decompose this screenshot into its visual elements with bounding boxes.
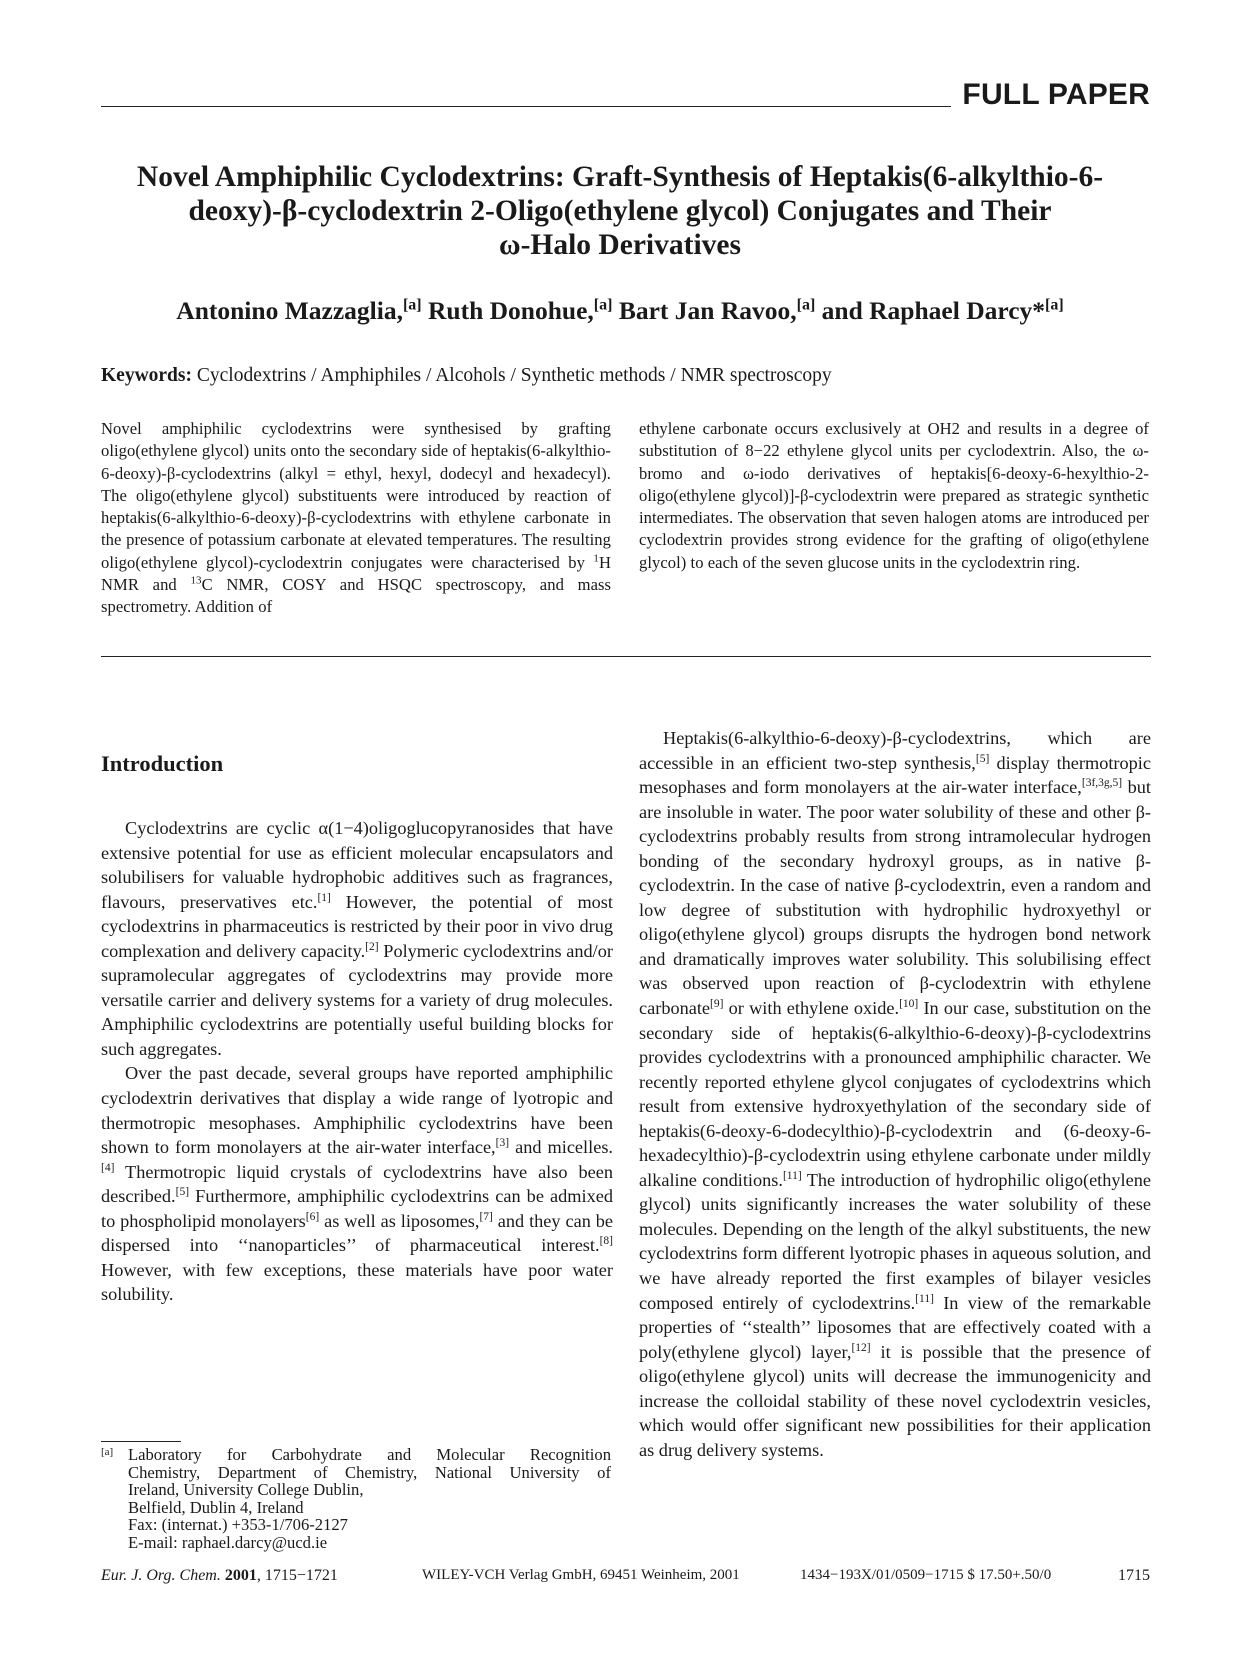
- footnote-rule: [101, 1441, 181, 1442]
- title-line: Novel Amphiphilic Cyclodextrins: Graft-Synthesis of Heptakis(6-alkylthio-6-: [136, 161, 1104, 193]
- citation: [5]: [175, 1186, 190, 1199]
- journal-pages: , 1715−1721: [256, 1567, 338, 1584]
- citation: [10]: [899, 997, 919, 1010]
- abstract-left-column: [101, 418, 611, 619]
- page-number: 1715: [1118, 1567, 1150, 1584]
- citation: [9]: [710, 997, 724, 1010]
- abstract-text: Novel amphiphilic cyclodextrins were synthesised by grafting oligo(ethylene glycol) units onto the secondary side of heptakis(6-alkylthio-6-deoxy)-β-cyclodextrins (alkyl = ethyl, hexyl, dodecyl and hexadecyl). The oligo(ethylene glycol) substituents were introduced by reaction of heptakis(6-alkylthio-6-deoxy)-β-cyclodextrins with ethylene carbonate in the presence of potassium carbonate at elevated temperatures. The resulting oligo(ethylene glycol)-cyclodextrin conjugates were characterised by: [101, 419, 611, 572]
- text: The introduction of hydrophilic oligo(ethylene glycol) units significantly increases the water solubility of these molecules. Depending on the length of the alkyl substituents, the new cyclodextrins form different lyotropic phases in aqueous solution, and we have already reported the first examples of bilayer vesicles composed entirely of cyclodextrins.: [639, 1169, 1151, 1313]
- citation: [5]: [975, 752, 990, 765]
- footnote-line: Laboratory for Carbohydrate and Molecular Recognition: [128, 1445, 611, 1464]
- author-name: Antonino Mazzaglia,: [176, 296, 403, 325]
- paper-title: [100, 160, 1140, 262]
- journal-citation: [101, 1567, 338, 1585]
- citation: [6]: [305, 1210, 320, 1223]
- abstract-rule: [101, 656, 1151, 657]
- text: In our case, substitution on the secondary side of heptakis(6-alkylthio-6-deoxy)-β-cyclodextrins provides cyclodextrins with a pronounced amphiphilic character. We recently reported ethylene glycol conjugates of cyclodextrins which result from extensive hydroxyethylation of the secondary side of heptakis(6-deoxy-6-dodecylthio)-β-cyclodextrin and (6-deoxy-6-hexadecylthio)-β-cyclodextrin using ethylene carbonate under mildly alkaline conditions.: [639, 998, 1151, 1190]
- footnote-line: Belfield, Dublin 4, Ireland: [128, 1497, 304, 1517]
- affiliation-marker: [a]: [796, 296, 816, 314]
- paragraph: [101, 1061, 613, 1306]
- body-left-column: [101, 816, 613, 1307]
- title-line: ω-Halo Derivatives: [499, 229, 741, 261]
- text: it is possible that the presence of oligo(ethylene glycol) units will decrease the immunogenicity and increase the colloidal stability of these novel cyclodextrin vesicles, which would offer significant new possibilities for their application as drug delivery systems.: [639, 1341, 1151, 1460]
- body-right-column: [639, 726, 1151, 1462]
- text: Over the past decade, several groups have reported amphiphilic cyclodextrin derivatives that display a wide range of lyotropic and thermotropic mesophases. Amphiphilic cyclodextrins have been shown to form monolayers at the air-water interface,: [101, 1063, 613, 1158]
- citation: [12]: [851, 1341, 871, 1354]
- abstract-right-column: ethylene carbonate occurs exclusively at OH2 and results in a degree of substitution of 8−22 ethylene glycol units per cyclodextrin. Also, the ω-bromo and ω-iodo derivatives of heptakis[6-deoxy-6-hexylthio-2-oligo(ethylene glycol)]-β-cyclodextrin were prepared as strategic synthetic intermediates. The observation that seven halogen atoms are introduced per cyclodextrin provides strong evidence for the grafting of oligo(ethylene glycol) to each of the seven glucose units in the cyclodextrin ring.: [639, 419, 1149, 572]
- text: Heptakis(6-alkylthio-6-deoxy)-β-cyclodextrins, which are accessible in an efficient two-step synthesis,: [639, 728, 1151, 773]
- citation: [4]: [101, 1161, 115, 1174]
- citation: [2]: [365, 940, 379, 953]
- text: and they can be dispersed into ‘‘nanoparticles’’ of pharmaceutical interest.: [101, 1210, 613, 1256]
- citation: [7]: [479, 1210, 493, 1223]
- keywords: [101, 364, 1141, 388]
- header-rule: [101, 106, 951, 107]
- journal-year: 2001: [224, 1567, 257, 1584]
- journal-name: Eur. J. Org. Chem.: [101, 1567, 221, 1584]
- abstract-text: C NMR, COSY and HSQC spectroscopy, and mass spectrometry. Addition of: [101, 575, 611, 617]
- citation: [11]: [782, 1169, 802, 1182]
- footnote-marker: [a]: [101, 1446, 114, 1458]
- isotope-superscript: 13: [190, 574, 202, 587]
- footnote-line: Ireland, University College Dublin,: [128, 1480, 364, 1500]
- keywords-label: Keywords:: [101, 365, 192, 386]
- text: and micelles.: [509, 1137, 614, 1158]
- introduction-heading: Introduction: [101, 751, 224, 776]
- footnote-line: Fax: (internat.) +353-1/706-2127: [128, 1515, 348, 1535]
- footnote-email[interactable]: E-mail: raphael.darcy@ucd.ie: [128, 1532, 328, 1552]
- author-name: Bart Jan Ravoo,: [618, 296, 797, 325]
- affiliation-marker: [a]: [402, 296, 422, 314]
- text: display thermotropic mesophases and form monolayers at the air-water interface,: [639, 752, 1151, 798]
- text: In view of the remarkable properties of ‘‘stealth’’ liposomes that are effectively coated with a poly(ethylene glycol) layer,: [639, 1292, 1151, 1362]
- text: However, with few exceptions, these materials have poor water solubility.: [101, 1259, 613, 1305]
- text: as well as liposomes,: [319, 1210, 480, 1231]
- text: but are insoluble in water. The poor water solubility of these and other β-cyclodextrins probably results from strong intramolecular hydrogen bonding of the secondary hydroxyl groups, as in native β-cyclodextrin. In the case of native β-cyclodextrin, even a random and low degree of substitution with hydrophilic hydroxyethyl or oligo(ethylene glycol) groups disrupts the hydrogen bond network and dramatically improves water solubility. This solubilising effect was observed upon reaction of β-cyclodextrin with ethylene carbonate: [639, 777, 1151, 1019]
- keywords-text: Cyclodextrins / Amphiphiles / Alcohols / Synthetic methods / NMR spectroscopy: [196, 365, 832, 386]
- author-name: and Raphael Darcy*: [821, 296, 1046, 325]
- issn-info: 1434−193X/01/0509−1715 $ 17.50+.50/0: [800, 1567, 1052, 1583]
- affiliation-marker: [a]: [593, 296, 613, 314]
- text: Thermotropic liquid crystals of cyclodextrins have also been described.: [101, 1161, 613, 1207]
- footnote-line: Chemistry, Department of Chemistry, National University of: [128, 1462, 611, 1482]
- publisher-info: WILEY-VCH Verlag GmbH, 69451 Weinheim, 2001: [422, 1567, 740, 1583]
- text: Cyclodextrins are cyclic α(1−4)oligoglucopyranosides that have extensive potential for use as efficient molecular encapsulators and solubilisers for valuable hydrophobic additives such as fragrances, flavours, preservatives etc.: [101, 818, 613, 912]
- abstract-text: H NMR and: [101, 552, 611, 595]
- affiliation-footnote: [101, 1446, 611, 1552]
- section-label: FULL PAPER: [962, 78, 1150, 111]
- author-name: Ruth Donohue,: [427, 296, 594, 325]
- author-list: [100, 296, 1140, 326]
- isotope-superscript: 1: [593, 552, 599, 565]
- text: However, the potential of most cyclodextrins in pharmaceutics is restricted by their poor in vivo drug complexation and delivery capacity.: [101, 891, 613, 961]
- citation: [3f,3g,5]: [1081, 777, 1123, 789]
- citation: [11]: [915, 1292, 934, 1305]
- text: or with ethylene oxide.: [723, 998, 900, 1019]
- paragraph: [639, 726, 1151, 1462]
- text: Polymeric cyclodextrins and/or supramolecular aggregates of cyclodextrins may provide more versatile carrier and delivery systems for a variety of drug molecules. Amphiphilic cyclodextrins are potentially useful building blocks for such aggregates.: [101, 940, 613, 1059]
- paragraph: [101, 816, 613, 1061]
- citation: [3]: [495, 1137, 510, 1150]
- title-line: deoxy)-β-cyclodextrin 2-Oligo(ethylene glycol) Conjugates and Their: [188, 195, 1052, 227]
- citation: [1]: [317, 891, 331, 904]
- text: Furthermore, amphiphilic cyclodextrins can be admixed to phospholipid monolayers: [101, 1186, 613, 1231]
- citation: [8]: [599, 1235, 613, 1248]
- affiliation-marker: [a]: [1045, 296, 1064, 314]
